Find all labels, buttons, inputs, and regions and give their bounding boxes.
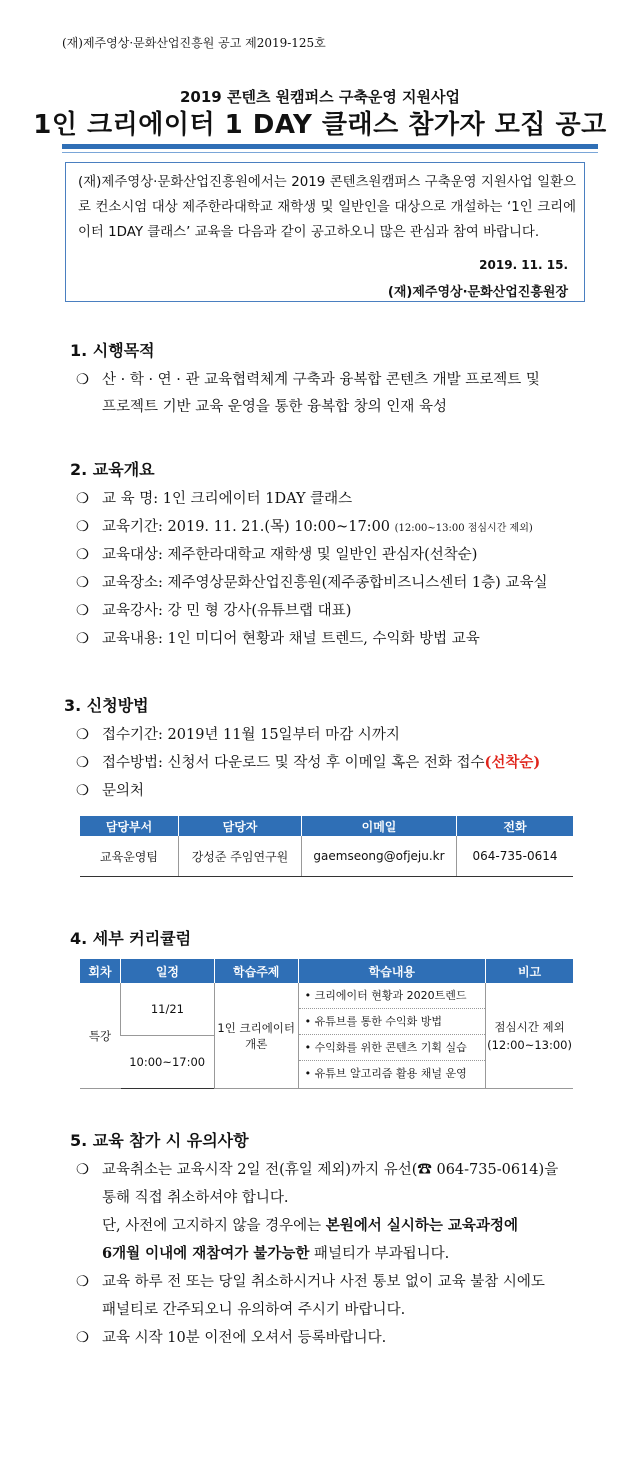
contact-phone[interactable]: 064-735-0614 xyxy=(457,836,574,877)
contact-table xyxy=(80,816,573,877)
curriculum-header: 일정 xyxy=(121,959,215,983)
curriculum-note: 점심시간 제외 (12:00~13:00) xyxy=(486,983,573,1089)
contact-dept: 교육운영팀 xyxy=(80,836,179,877)
s2-item: ❍ 교 육 명: 1인 크리에이터 1DAY 클래스 xyxy=(76,491,353,507)
s1-line1: 산 · 학 · 연 · 관 교육협력체계 구축과 융복합 콘텐츠 개발 프로젝트 및 xyxy=(102,372,540,388)
curriculum-content-item: • 유튜브를 통한 수익화 방법 xyxy=(299,1009,486,1035)
s5-line: 통해 직접 취소하셔야 합니다. xyxy=(102,1190,289,1206)
title-rule-thick xyxy=(62,144,598,149)
contact-header: 담당자 xyxy=(179,816,302,836)
curriculum-content-item: • 유튜브 알고리즘 활용 채널 운영 xyxy=(304,1067,467,1080)
period-note: (12:00~13:00 점심시간 제외) xyxy=(394,523,533,534)
contact-header: 담당부서 xyxy=(80,816,179,836)
bullet-icon: ❍ xyxy=(76,727,89,743)
intro-date: 2019. 11. 15. xyxy=(479,258,568,272)
curriculum-contents xyxy=(298,983,486,1089)
s5-line: 패널티로 간주되오니 유의하여 주시기 바랍니다. xyxy=(102,1302,406,1318)
s1-line2: 프로젝트 기반 교육 운영을 통한 융복합 창의 인재 육성 xyxy=(102,399,448,415)
bullet-icon: ❍ xyxy=(76,519,89,535)
bullet-icon: ❍ xyxy=(76,491,89,507)
s5-line: 단, 사전에 고지하지 않을 경우에는 본원에서 실시하는 교육과정에 xyxy=(102,1217,518,1234)
s2-item: ❍ 교육장소: 제주영상문화산업진흥원(제주종합비즈니스센터 1층) 교육실 xyxy=(76,575,548,591)
contact-email[interactable]: gaemseong@ofjeju.kr xyxy=(302,836,457,877)
curriculum-round: 특강 xyxy=(80,983,121,1089)
curriculum-content-item: • 수익화를 위한 콘텐츠 기획 실습 xyxy=(299,1035,486,1061)
subtitle: 2019 콘텐츠 원캠퍼스 구축운영 지원사업 xyxy=(180,88,460,106)
section-2-title: 2. 교육개요 xyxy=(70,460,155,479)
curriculum-time: 10:00~17:00 xyxy=(121,1036,215,1089)
table-row xyxy=(80,983,573,1036)
s3-item: ❍ 문의처 xyxy=(76,783,145,799)
table-row xyxy=(80,836,573,877)
curriculum-header: 회차 xyxy=(80,959,121,983)
s2-item: ❍ 교육기간: 2019. 11. 21.(목) 10:00~17:00 (12:00~13:00 점심시간 제외) xyxy=(76,519,533,535)
curriculum-topic: 1인 크리에이터 개론 xyxy=(214,983,298,1089)
first-come-label: (선착순) xyxy=(484,754,541,771)
contact-header: 이메일 xyxy=(302,816,457,836)
section-3-title: 3. 신청방법 xyxy=(64,696,149,715)
bullet-icon: ❍ xyxy=(76,1330,89,1346)
bullet-icon: ❍ xyxy=(76,547,89,563)
contact-header: 전화 xyxy=(457,816,574,836)
curriculum-header: 학습주제 xyxy=(214,959,298,983)
s3-item: ❍ 접수기간: 2019년 11월 15일부터 마감 시까지 xyxy=(76,727,400,743)
contact-person: 강성준 주임연구원 xyxy=(179,836,302,877)
bullet-icon: ❍ xyxy=(76,755,89,771)
bullet-icon: ❍ xyxy=(76,783,89,799)
s5-item: ❍ 교육취소는 교육시작 2일 전(휴일 제외)까지 유선(☎ 064-735-0614)을 xyxy=(76,1162,559,1178)
section-4-title: 4. 세부 커리큘럼 xyxy=(70,929,192,948)
page-title: 1인 크리에이터 1 DAY 클래스 참가자 모집 공고 xyxy=(33,110,607,140)
bullet-icon: ❍ xyxy=(76,631,89,647)
s2-item: ❍ 교육강사: 강 민 형 강사(유튜브랩 대표) xyxy=(76,603,352,619)
section-5-title: 5. 교육 참가 시 유의사항 xyxy=(70,1131,249,1150)
title-rule-thin xyxy=(62,152,598,153)
s5-item: ❍ 교육 하루 전 또는 당일 취소하시거나 사전 통보 없이 교육 불참 시에도 xyxy=(76,1274,545,1290)
bullet-icon: ❍ xyxy=(76,372,89,388)
intro-org: (재)제주영상·문화산업진흥원장 xyxy=(387,285,568,300)
s3-item: ❍ 접수방법: 신청서 다운로드 및 작성 후 이메일 혹은 전화 접수(선착순) xyxy=(76,754,541,771)
bullet-icon: ❍ xyxy=(76,603,89,619)
curriculum-table xyxy=(80,959,573,1089)
notice-number: (재)제주영상·문화산업진흥원 공고 제2019-125호 xyxy=(62,36,326,50)
curriculum-header: 학습내용 xyxy=(298,959,486,983)
curriculum-content-item: • 크리에이터 현황과 2020트렌드 xyxy=(299,983,486,1009)
s5-item: ❍ 교육 시작 10분 이전에 오셔서 등록바랍니다. xyxy=(76,1330,387,1346)
s5-line: 6개월 이내에 재참여가 불가능한 패널티가 부과됩니다. xyxy=(102,1245,450,1262)
section-1-title: 1. 시행목적 xyxy=(70,341,155,360)
intro-text: (재)제주영상·문화산업진흥원에서는 2019 콘텐츠원캠퍼스 구축운영 지원사업 일환으로 컨소시엄 대상 제주한라대학교 재학생 및 일반인을 대상으로 개설하는 ‘1인 크리에이터 1DAY 클래스’ 교육을 다음과 같이 공고하오니 많은 관심과 참여 바랍니다. xyxy=(78,175,576,240)
bullet-icon: ❍ xyxy=(76,1274,89,1290)
bullet-icon: ❍ xyxy=(76,575,89,591)
s2-item: ❍ 교육내용: 1인 미디어 현황과 채널 트렌드, 수익화 방법 교육 xyxy=(76,631,480,647)
s2-item: ❍ 교육대상: 제주한라대학교 재학생 및 일반인 관심자(선착순) xyxy=(76,547,478,563)
bullet-icon: ❍ xyxy=(76,1162,89,1178)
curriculum-header: 비고 xyxy=(486,959,573,983)
curriculum-date: 11/21 xyxy=(121,983,215,1036)
s1-item xyxy=(76,370,540,390)
